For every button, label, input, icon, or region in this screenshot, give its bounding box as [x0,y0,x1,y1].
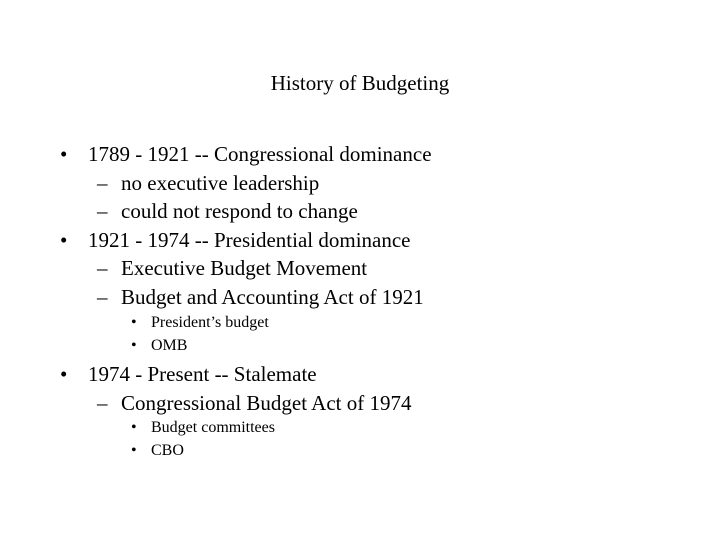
sub-bullet-text: Budget and Accounting Act of 1921 [121,285,424,309]
sub-bullet-text: no executive leadership [121,171,320,195]
bullet-marker: • [131,442,137,459]
bullet-marker: • [60,362,68,386]
dash-marker: – [97,285,108,309]
dash-marker: – [97,171,108,195]
bullet-marker: • [60,142,68,166]
sub-bullet-text: Executive Budget Movement [121,256,368,280]
bullet-marker: • [131,337,137,354]
bullet-text: 1974 - Present -- Stalemate [88,362,317,386]
bullet-congressional-dominance [60,141,432,167]
sub-bullet-could-not-respond [97,198,358,224]
bullet-text: 1789 - 1921 -- Congressional dominance [88,142,432,166]
bullet-marker: • [60,228,68,252]
bullet-presidential-dominance [60,227,411,253]
sub-sub-bullet-text: OMB [151,337,188,354]
sub-sub-bullet-budget-committees [131,418,275,438]
sub-bullet-congressional-budget-act [97,390,411,416]
sub-sub-bullet-presidents-budget [131,313,269,333]
dash-marker: – [97,199,108,223]
bullet-stalemate [60,361,317,387]
sub-sub-bullet-omb [131,336,187,356]
sub-bullet-text: could not respond to change [121,199,358,223]
sub-sub-bullet-text: President’s budget [151,314,269,331]
sub-bullet-budget-accounting-act [97,284,424,310]
slide-title: History of Budgeting [270,71,450,95]
sub-bullet-executive-budget-movement [97,255,367,281]
bullet-text: 1921 - 1974 -- Presidential dominance [88,228,411,252]
bullet-marker: • [131,419,137,436]
dash-marker: – [97,391,108,415]
sub-sub-bullet-text: Budget committees [151,419,275,436]
bullet-marker: • [131,314,137,331]
dash-marker: – [97,256,108,280]
sub-sub-bullet-cbo [131,441,184,461]
sub-bullet-no-executive-leadership [97,170,319,196]
sub-sub-bullet-text: CBO [151,442,184,459]
sub-bullet-text: Congressional Budget Act of 1974 [121,391,412,415]
